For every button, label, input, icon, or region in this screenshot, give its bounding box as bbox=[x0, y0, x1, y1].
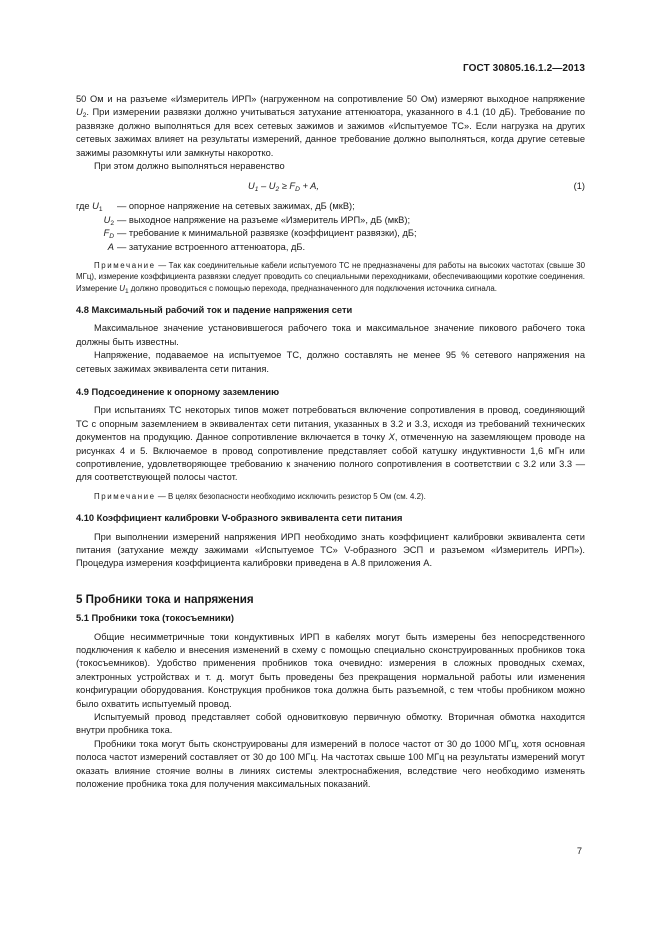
legend-row bbox=[76, 241, 585, 254]
section-5-1-paragraph: Пробники тока могут быть сконструированы для измерений в полосе частот от 30 до 1000 МГц, хотя основная полоса частот измерений составляет от 30 до 100 МГц. На частотах свыше 100 МГц на результаты измерений могут оказать влияние стоячие волны в линиях системы электроснабжения, вследствие чего необходимо изменять положение пробника тока для получения максимальных показаний. bbox=[76, 738, 585, 790]
legend-text: — требование к минимальной развязке (коэффициент развязки), дБ; bbox=[117, 228, 417, 239]
formula-number: (1) bbox=[573, 181, 585, 192]
legend-symbol: A bbox=[107, 241, 114, 252]
legend-symbol: $F_D$ bbox=[103, 228, 114, 241]
legend-text: — выходное напряжение на разъеме «Измеритель ИРП», дБ (мкВ); bbox=[117, 214, 411, 225]
legend-text: — опорное напряжение на сетевых зажимах, дБ (мкВ); bbox=[117, 201, 355, 212]
section-4-8-title: 4.8 Максимальный рабочий ток и падение напряжения сети bbox=[76, 304, 353, 315]
section-4-10-title: 4.10 Коэффициент калибровки V-образного эквивалента сети питания bbox=[76, 513, 403, 524]
section-5-1-paragraph: Испытуемый провод представляет собой одновитковую первичную обмотку. Вторичная обмотка находится внутри пробника тока. bbox=[76, 712, 585, 736]
section-5-1-title: 5.1 Пробники тока (токосъемники) bbox=[76, 613, 234, 624]
paragraph-isolation-measurement: 50 Ом и на разъеме «Измеритель ИРП» (нагруженном на сопротивление 50 Ом) измеряют выходное напряжение $U_2$. При измерении развязки должно учитываться затухание аттенюатора, указанного в 4.1 (10 дБ). Требование по развязке должно выполняться для всех сетевых зажимов и зажимов «Испытуемое ТС». Если нагрузка на других сетевых зажимах влияет на результаты измерений, данное требование должно выполняться, когда другие сетевые зажимы разомкнуты или замкнуты накоротко. bbox=[76, 94, 585, 158]
legend-row bbox=[76, 200, 585, 213]
formula-expression: $U_1 - U_2 \ge F_D + A$, bbox=[248, 181, 319, 194]
legend-text: — затухание встроенного аттенюатора, дБ. bbox=[117, 241, 306, 252]
standard-header: ГОСТ 30805.16.1.2—2013 bbox=[462, 63, 585, 74]
section-4-9-title: 4.9 Подсоединение к опорному заземлению bbox=[76, 386, 280, 397]
note-text: — В целях безопасности необходимо исключить резистор 5 Ом (см. 4.2). bbox=[157, 491, 426, 501]
section-4-8-paragraph: Напряжение, подаваемое на испытуемое ТС, должно составлять не менее 95 % сетевого напряжения на сетевых зажимах эквивалента сети питания. bbox=[76, 350, 585, 374]
page-number: 7 bbox=[576, 846, 582, 856]
section-4-8-paragraph: Максимальное значение установившегося рабочего тока и максимальное значение пикового рабочего тока должны быть известны. bbox=[76, 323, 585, 347]
note-decoupling bbox=[76, 260, 585, 294]
legend-symbol: $U_2$ bbox=[103, 214, 114, 227]
formula-1 bbox=[76, 173, 585, 200]
section-5-1-paragraph: Общие несимметричные токи кондуктивных ИРП в кабелях могут быть измерены без непосредственного подключения к кабелю и внесения изменений в схему с помощью специально сконструированных пробников тока (токосъемников). Удобство применения пробников тока очевидно: измерения в сложных проводных схемах, электронных устройствах и т. д. могут быть проведены без прекращения нормальной работы или изменения конфигурации оборудования. Конструкция пробников тока должна быть разъемной, с тем чтобы пробником можно было охватить испытуемый провод. bbox=[76, 631, 585, 709]
legend-symbol: где $U_1$ bbox=[76, 201, 103, 214]
note-label: Примечание bbox=[94, 261, 156, 271]
page-content bbox=[76, 93, 585, 791]
legend-lead: где bbox=[76, 201, 90, 212]
section-4-10-paragraph: При выполнении измерений напряжения ИРП необходимо знать коэффициент калибровки эквивалента сети питания (затухание между зажимами «Испытуемое ТС» V-образного ЭСП и разъемом «Измеритель ИРП»). Процедура измерения коэффициента калибровки приведена в А.8 приложения А. bbox=[76, 531, 585, 569]
note-safety bbox=[76, 491, 585, 502]
section-5-title: 5 Пробники тока и напряжения bbox=[76, 592, 254, 606]
note-text: — Так как соединительные кабели испытуемого ТС не предназначены для работы на высоких частотах (свыше 30 МГц), измерение коэффициента развязки следует проводить со специальными переходниками, обеспечивающими короткие соединения. Измерение $U_1$ должно проводиться с помощью перехода, предназначенного для подключения источника сигнала. bbox=[76, 261, 585, 295]
legend-row bbox=[76, 227, 585, 240]
paragraph-inequality-intro: При этом должно выполняться неравенство bbox=[94, 161, 285, 172]
section-4-9-paragraph: При испытаниях ТС некоторых типов может потребоваться включение сопротивления в провод, соединяющий ТС с опорным заземлением в эквивалентах сети питания, указанных в 3.2 и 3.3, исходя из требований технических документов на продукцию. Данное сопротивление включается в точку X, отмеченную на заземляющем проводе на рисунках 4 и 5. Включаемое в провод сопротивление представляет собой катушку индуктивности 1,6 мГн или сопротивление, удовлетворяющее требованию к значению полного сопротивления в соответствии с 3.2 или 3.3 — для соответствующей полосы частот. bbox=[76, 405, 585, 483]
symbol-legend bbox=[76, 200, 585, 254]
note-label: Примечание bbox=[94, 491, 156, 501]
legend-row bbox=[76, 214, 585, 227]
